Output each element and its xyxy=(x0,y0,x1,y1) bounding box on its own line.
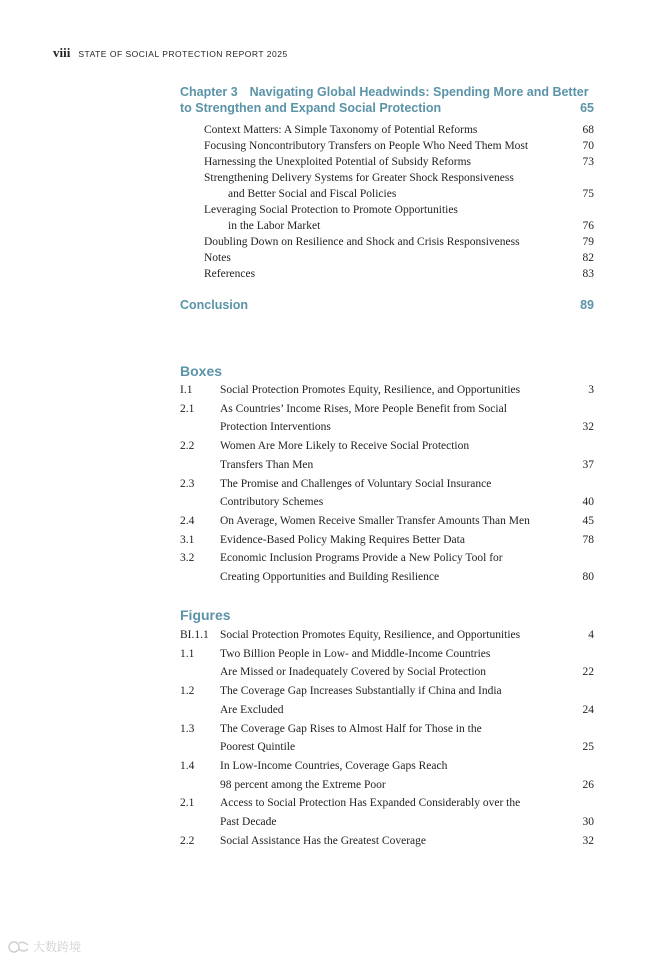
toc-entry-title: Harnessing the Unexploited Potential of Subsidy Reforms xyxy=(204,156,472,168)
box-title-cont: Creating Opportunities and Building Resilience xyxy=(220,571,440,584)
figure-item[interactable] xyxy=(180,626,594,645)
running-head xyxy=(53,45,288,61)
box-page: 32 xyxy=(582,421,594,434)
box-page: 3 xyxy=(588,384,594,396)
box-title: Economic Inclusion Programs Provide a New Policy Tool for xyxy=(220,552,503,565)
conclusion-label: Conclusion xyxy=(180,298,249,312)
figure-number: 1.4 xyxy=(180,759,195,772)
figure-item[interactable] xyxy=(180,794,594,831)
figure-item[interactable] xyxy=(180,682,594,719)
figure-page: 25 xyxy=(582,741,594,754)
box-number: 3.2 xyxy=(180,552,195,565)
toc-entry-page: 70 xyxy=(582,140,594,152)
box-page: 40 xyxy=(582,496,594,509)
figures-heading: Figures xyxy=(180,607,231,623)
figure-page: 26 xyxy=(582,778,594,791)
toc-entry-title: Focusing Noncontributory Transfers on People Who Need Them Most xyxy=(204,140,529,152)
toc-entry[interactable] xyxy=(204,122,594,138)
figure-item[interactable] xyxy=(180,832,594,851)
box-page: 78 xyxy=(582,533,594,546)
toc-entry-page: 68 xyxy=(582,124,594,136)
chapter-title-1: Navigating Global Headwinds: Spending More and Better xyxy=(249,85,589,99)
toc-entry-page: 79 xyxy=(582,236,594,248)
box-page: 37 xyxy=(582,458,594,471)
box-item[interactable] xyxy=(180,512,594,531)
box-number: 2.2 xyxy=(180,440,195,453)
figure-title: Two Billion People in Low- and Middle-Income Countries xyxy=(220,647,491,660)
figure-item[interactable] xyxy=(180,757,594,794)
box-number: I.1 xyxy=(180,384,193,396)
watermark-text: 大数跨境 xyxy=(33,940,82,954)
figure-number: 1.1 xyxy=(180,647,195,660)
figure-item[interactable] xyxy=(180,720,594,757)
figure-title: The Coverage Gap Rises to Almost Half for Those in the xyxy=(220,722,482,735)
toc-entry[interactable] xyxy=(204,138,594,154)
toc-entry-title: Notes xyxy=(204,252,231,264)
report-title: STATE OF SOCIAL PROTECTION REPORT 2025 xyxy=(78,49,288,59)
figure-number: 1.2 xyxy=(180,685,195,698)
figure-title: Social Assistance Has the Greatest Coverage xyxy=(220,834,426,847)
toc-entry-page: 73 xyxy=(582,156,594,168)
figure-number: 2.2 xyxy=(180,834,195,847)
figure-item[interactable] xyxy=(180,645,594,682)
figure-title: In Low-Income Countries, Coverage Gaps Reach xyxy=(220,759,448,772)
figure-page: 4 xyxy=(588,629,594,641)
toc-entry-page: 82 xyxy=(582,252,594,264)
figures-list xyxy=(180,626,594,850)
chapter-title-line2: to Strengthen and Expand Social Protection xyxy=(180,101,442,115)
toc-entry-title: Strengthening Delivery Systems for Greater Shock Responsiveness xyxy=(204,172,514,184)
toc-entry-page: 83 xyxy=(582,268,594,280)
toc-entry-title: Context Matters: A Simple Taxonomy of Potential Reforms xyxy=(204,124,478,136)
box-item[interactable] xyxy=(180,437,594,474)
toc-entry[interactable] xyxy=(204,234,594,250)
toc-entry-title: References xyxy=(204,268,256,280)
box-page: 80 xyxy=(582,571,594,584)
box-number: 3.1 xyxy=(180,533,195,546)
box-title: As Countries’ Income Rises, More People Benefit from Social xyxy=(220,402,507,415)
box-item[interactable] xyxy=(180,475,594,512)
box-number: 2.4 xyxy=(180,514,195,527)
box-number: 2.3 xyxy=(180,477,195,490)
boxes-heading: Boxes xyxy=(180,363,223,379)
toc-entry[interactable] xyxy=(204,154,594,170)
page-folio: viii xyxy=(53,45,71,60)
figure-number: 1.3 xyxy=(180,722,195,735)
box-number: 2.1 xyxy=(180,402,195,415)
figure-number: 2.1 xyxy=(180,797,195,810)
box-page: 45 xyxy=(582,514,594,527)
figure-title-cont: Poorest Quintile xyxy=(220,741,296,754)
figure-title-cont: Are Excluded xyxy=(220,703,284,716)
chapter-label: Chapter 3 xyxy=(180,85,238,99)
box-title: The Promise and Challenges of Voluntary Social Insurance xyxy=(220,477,492,490)
figure-title: The Coverage Gap Increases Substantially if China and India xyxy=(220,685,502,698)
figure-number: BI.1.1 xyxy=(180,629,209,641)
toc-entry[interactable] xyxy=(204,250,594,266)
box-title-cont: Protection Interventions xyxy=(220,421,331,434)
box-title: Social Protection Promotes Equity, Resilience, and Opportunities xyxy=(220,384,521,396)
chapter-title-line1 xyxy=(180,84,594,100)
toc-entry-page: 75 xyxy=(582,188,594,200)
chapter-entries xyxy=(204,122,594,282)
box-title-cont: Contributory Schemes xyxy=(220,496,324,509)
box-title: Evidence-Based Policy Making Requires Better Data xyxy=(220,533,465,546)
toc-entry-title-cont: and Better Social and Fiscal Policies xyxy=(228,188,397,200)
box-item[interactable] xyxy=(180,400,594,437)
box-item[interactable] xyxy=(180,531,594,550)
figure-title-cont: Past Decade xyxy=(220,816,277,829)
figure-page: 24 xyxy=(582,703,594,716)
box-title: On Average, Women Receive Smaller Transfer Amounts Than Men xyxy=(220,514,530,527)
boxes-list xyxy=(180,381,594,587)
figure-page: 22 xyxy=(582,666,594,679)
watermark xyxy=(8,938,81,955)
chapter-page-number: 65 xyxy=(580,101,594,115)
toc-entry[interactable] xyxy=(204,170,594,202)
box-title-cont: Transfers Than Men xyxy=(220,458,314,471)
conclusion-entry[interactable] xyxy=(180,297,594,313)
figure-title-cont: Are Missed or Inadequately Covered by Social Protection xyxy=(220,666,487,679)
figure-title: Access to Social Protection Has Expanded Considerably over the xyxy=(220,797,521,810)
conclusion-page: 89 xyxy=(580,298,594,312)
box-item[interactable] xyxy=(180,381,594,400)
toc-entry-title-cont: in the Labor Market xyxy=(228,220,321,232)
toc-entry-page: 76 xyxy=(582,220,594,232)
chapter-heading[interactable] xyxy=(180,84,594,116)
box-title: Women Are More Likely to Receive Social Protection xyxy=(220,440,470,453)
toc-entry-title: Doubling Down on Resilience and Shock and Crisis Responsiveness xyxy=(204,236,520,248)
figure-page: 30 xyxy=(582,816,594,829)
watermark-logo-icon xyxy=(8,940,30,954)
figure-title: Social Protection Promotes Equity, Resilience, and Opportunities xyxy=(220,629,521,641)
figure-title-cont: 98 percent among the Extreme Poor xyxy=(220,778,386,791)
figure-page: 32 xyxy=(582,834,594,847)
box-item[interactable] xyxy=(180,549,594,586)
toc-entry-title: Leveraging Social Protection to Promote Opportunities xyxy=(204,204,458,216)
toc-entry[interactable] xyxy=(204,202,594,234)
toc-entry[interactable] xyxy=(204,266,594,282)
